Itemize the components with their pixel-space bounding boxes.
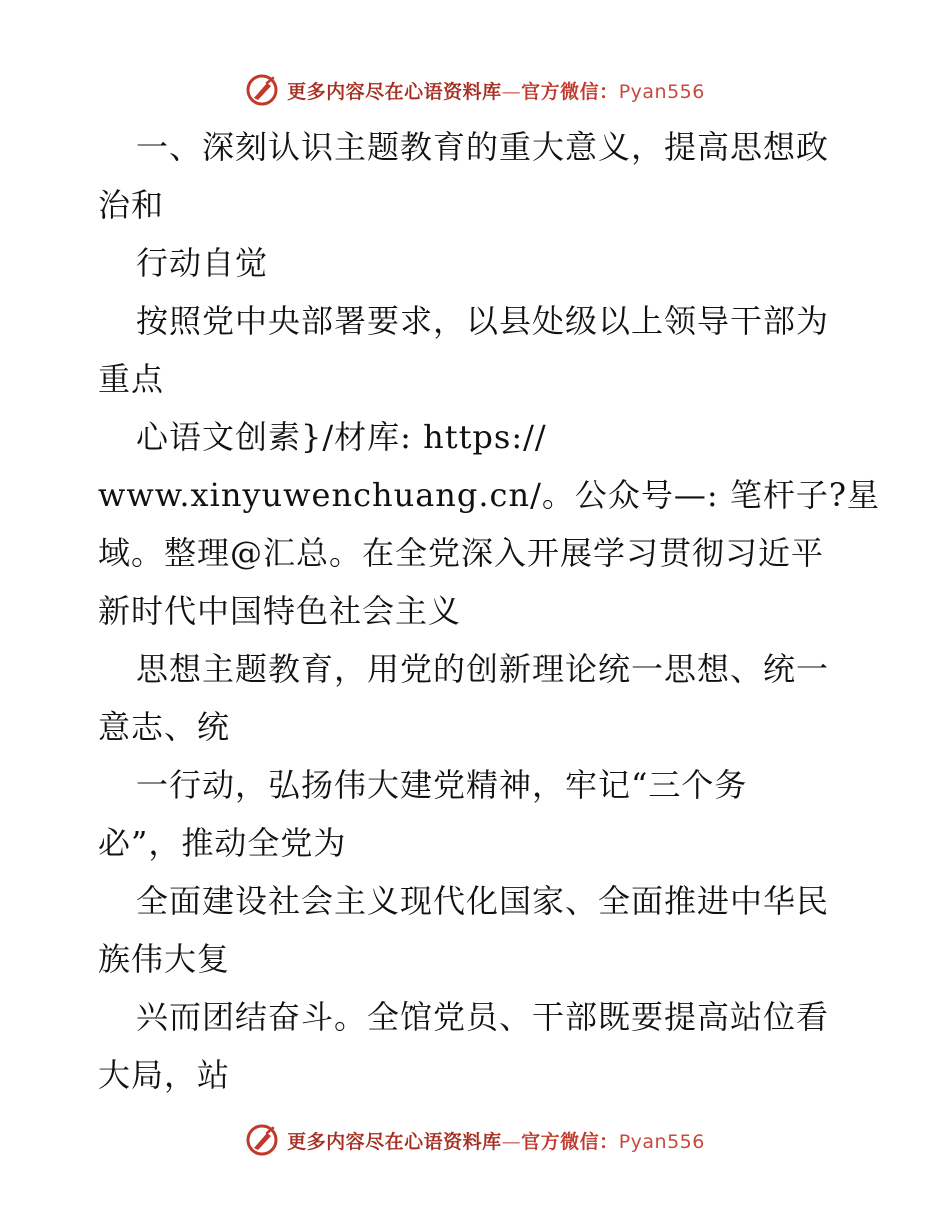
- header-watermark-banner: [0, 70, 950, 110]
- body-line: 全面建设社会主义现代化国家、全面推进中华民: [136, 882, 830, 920]
- quill-logo-icon: [245, 73, 279, 107]
- body-line: 行动自觉: [136, 244, 269, 282]
- body-line: 兴而团结奋斗。全馆党员、干部既要提高站位看: [136, 998, 830, 1036]
- body-line: 大局，站: [98, 1056, 231, 1094]
- body-line: 心语文创素}/材库: https://: [136, 418, 547, 456]
- footer-banner-separator: —: [501, 1130, 522, 1153]
- body-line: 一、深刻认识主题教育的重大意义，提高思想政: [136, 128, 830, 166]
- footer-banner-text: [287, 1127, 705, 1154]
- quill-logo-icon: [245, 1123, 279, 1157]
- header-banner-text: [287, 77, 705, 104]
- header-banner-wechat-label: 官方微信：: [521, 80, 619, 103]
- body-line: 域。整理@汇总。在全党深入开展学习贯彻习近平: [98, 534, 825, 572]
- header-banner-separator: —: [501, 80, 522, 103]
- header-banner-slogan: 更多内容尽在心语资料库: [287, 80, 502, 103]
- body-line: 思想主题教育，用党的创新理论统一思想、统一: [136, 650, 830, 688]
- body-line: 新时代中国特色社会主义: [98, 592, 462, 630]
- body-line: 必”，推动全党为: [98, 824, 347, 862]
- body-line: 按照党中央部署要求，以县处级以上领导干部为: [136, 302, 830, 340]
- footer-watermark-banner: [0, 1120, 950, 1160]
- footer-banner-slogan: 更多内容尽在心语资料库: [287, 1130, 502, 1153]
- document-body: [98, 118, 880, 1104]
- footer-banner-wechat-id: Pyan556: [618, 1130, 705, 1153]
- header-banner-wechat-id: Pyan556: [618, 80, 705, 103]
- body-line: 治和: [98, 186, 165, 224]
- body-line: 族伟大复: [98, 940, 231, 978]
- body-line: 意志、统: [98, 708, 231, 746]
- footer-banner-wechat-label: 官方微信：: [521, 1130, 619, 1153]
- body-line: 重点: [98, 360, 165, 398]
- body-line: www.xinyuwenchuang.cn/。公众号—: 笔杆子?星: [98, 476, 880, 514]
- body-line: 一行动，弘扬伟大建党精神，牢记“三个务: [136, 766, 748, 804]
